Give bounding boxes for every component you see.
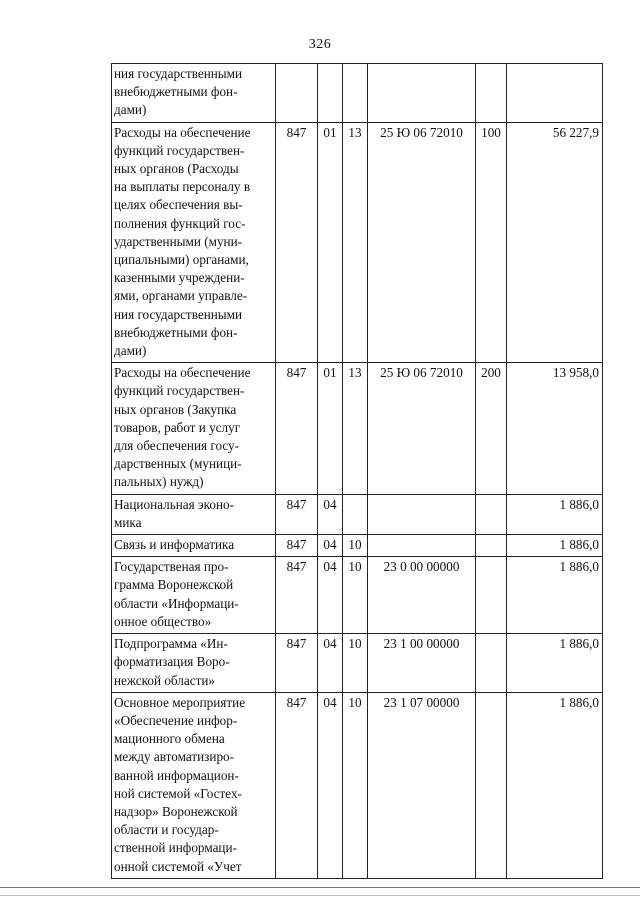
table-row — [112, 535, 603, 557]
cell-item-name — [112, 557, 276, 634]
item-name-line: ями, органами управле- — [114, 288, 248, 304]
item-name-line: дарственных (муници- — [114, 456, 242, 472]
page-bottom-rule-secondary — [0, 895, 640, 896]
cell-expense-type — [476, 494, 507, 534]
cell-item-name — [112, 634, 276, 693]
cell-admin-code: 847 — [276, 363, 318, 494]
cell-expense-type — [476, 692, 507, 878]
item-name-line: мационного обмена — [114, 731, 225, 747]
cell-target-article — [368, 64, 476, 123]
table-body — [112, 64, 603, 879]
cell-admin-code: 847 — [276, 535, 318, 557]
cell-section-code: 04 — [318, 494, 343, 534]
item-name-line: функций государствен- — [114, 142, 245, 158]
item-name-line: для обеспечения госу- — [114, 438, 240, 454]
item-name-line: ния государственными — [114, 66, 243, 81]
cell-section-code: 04 — [318, 634, 343, 693]
cell-amount: 1 886,0 — [507, 557, 603, 634]
cell-amount: 1 886,0 — [507, 494, 603, 534]
item-name-line: пальных) нужд) — [114, 474, 204, 490]
item-name-line: полнения функций гос- — [114, 215, 246, 231]
item-name-line: онное общество» — [114, 613, 212, 629]
item-name-line: Национальная эконо- — [114, 496, 235, 512]
cell-item-name — [112, 122, 276, 363]
cell-amount — [507, 64, 603, 123]
item-name-line: функций государствен- — [114, 383, 245, 399]
cell-subsection-code: 10 — [343, 535, 368, 557]
table-row — [112, 692, 603, 878]
cell-subsection-code — [343, 64, 368, 123]
table-row — [112, 363, 603, 494]
item-name-line: мика — [114, 514, 142, 530]
cell-section-code: 04 — [318, 535, 343, 557]
item-name-line: казенными учреждени- — [114, 270, 245, 286]
cell-target-article: 23 1 00 00000 — [368, 634, 476, 693]
cell-target-article — [368, 494, 476, 534]
cell-amount: 13 958,0 — [507, 363, 603, 494]
table-row — [112, 122, 603, 363]
cell-section-code: 01 — [318, 122, 343, 363]
item-name-line: Подпрограмма «Ин- — [114, 636, 228, 652]
cell-amount: 1 886,0 — [507, 634, 603, 693]
cell-amount: 1 886,0 — [507, 692, 603, 878]
item-name-line: на выплаты персоналу в — [114, 179, 251, 195]
page-bottom-rule — [0, 887, 640, 888]
cell-subsection-code: 13 — [343, 122, 368, 363]
item-name-line: ципальными) органами, — [114, 252, 249, 268]
item-name-line: целях обеспечения вы- — [114, 197, 243, 213]
cell-admin-code: 847 — [276, 634, 318, 693]
cell-item-name — [112, 64, 276, 123]
cell-target-article: 23 0 00 00000 — [368, 557, 476, 634]
table-row — [112, 64, 603, 123]
item-name-line: дами) — [114, 102, 147, 118]
item-name-line: Расходы на обеспечение — [114, 365, 251, 381]
item-name-line: дами) — [114, 343, 147, 359]
cell-section-code: 04 — [318, 557, 343, 634]
item-name-line: ударственными (муни- — [114, 233, 243, 249]
budget-table — [111, 63, 603, 879]
table-row — [112, 494, 603, 534]
cell-amount: 56 227,9 — [507, 122, 603, 363]
item-name-line: Связь и информатика — [114, 537, 235, 553]
cell-target-article: 25 Ю 06 72010 — [368, 122, 476, 363]
item-name-line: ных органов (Расходы — [114, 161, 239, 177]
cell-item-name — [112, 535, 276, 557]
cell-expense-type — [476, 535, 507, 557]
item-name-line: между автоматизиро- — [114, 749, 235, 765]
item-name-line: форматизация Воро- — [114, 654, 230, 670]
cell-target-article — [368, 535, 476, 557]
item-name-line: Расходы на обеспечение — [114, 124, 251, 140]
cell-expense-type — [476, 64, 507, 123]
item-name-line: ванной информацион- — [114, 767, 239, 783]
cell-section-code: 04 — [318, 692, 343, 878]
cell-expense-type — [476, 557, 507, 634]
cell-admin-code — [276, 64, 318, 123]
item-name-line: области и государ- — [114, 822, 219, 838]
page-number: 326 — [308, 37, 332, 52]
item-name-line: области «Информаци- — [114, 595, 239, 611]
item-name-line: ственной информаци- — [114, 840, 237, 856]
cell-admin-code: 847 — [276, 692, 318, 878]
item-name-line: ной системой «Гостех- — [114, 785, 242, 801]
item-name-line: товаров, работ и услуг — [114, 419, 241, 435]
cell-subsection-code — [343, 494, 368, 534]
cell-target-article: 25 Ю 06 72010 — [368, 363, 476, 494]
cell-item-name — [112, 494, 276, 534]
item-name-line: надзор» Воронежской — [114, 803, 238, 819]
item-name-line: ных органов (Закупка — [114, 401, 237, 417]
cell-section-code: 01 — [318, 363, 343, 494]
table-row — [112, 634, 603, 693]
cell-subsection-code: 10 — [343, 557, 368, 634]
table-row — [112, 557, 603, 634]
cell-item-name — [112, 692, 276, 878]
cell-item-name — [112, 363, 276, 494]
item-name-line: «Обеспечение инфор- — [114, 712, 238, 728]
cell-target-article: 23 1 07 00000 — [368, 692, 476, 878]
item-name-line: нежской области» — [114, 672, 215, 688]
item-name-line: Государственая про- — [114, 559, 229, 575]
item-name-line: ния государственными — [114, 306, 243, 322]
cell-subsection-code: 10 — [343, 692, 368, 878]
cell-expense-type: 200 — [476, 363, 507, 494]
cell-subsection-code: 13 — [343, 363, 368, 494]
cell-expense-type — [476, 634, 507, 693]
cell-amount: 1 886,0 — [507, 535, 603, 557]
cell-expense-type: 100 — [476, 122, 507, 363]
cell-admin-code: 847 — [276, 122, 318, 363]
cell-section-code — [318, 64, 343, 123]
item-name-line: внебюджетными фон- — [114, 84, 238, 100]
cell-admin-code: 847 — [276, 557, 318, 634]
item-name-line: грамма Воронежской — [114, 577, 234, 593]
cell-admin-code: 847 — [276, 494, 318, 534]
cell-subsection-code: 10 — [343, 634, 368, 693]
item-name-line: внебюджетными фон- — [114, 324, 238, 340]
item-name-line: Основное мероприятие — [114, 694, 246, 710]
item-name-line: онной системой «Учет — [114, 858, 242, 874]
